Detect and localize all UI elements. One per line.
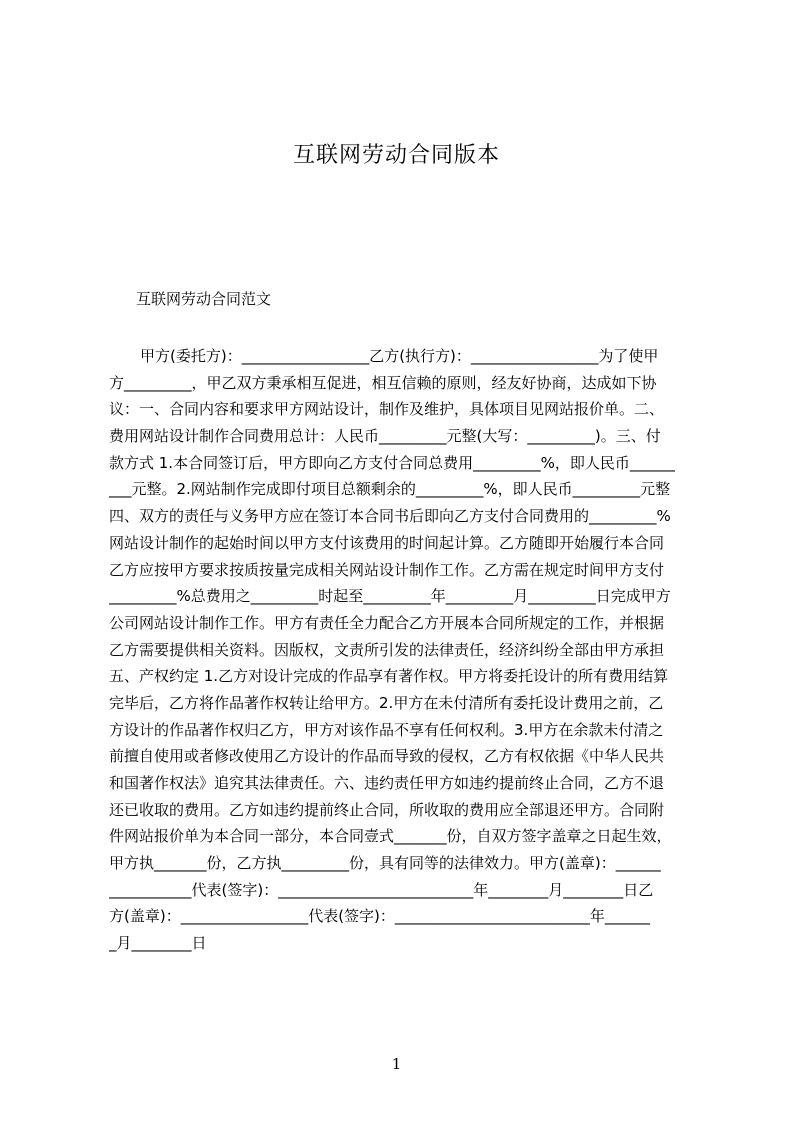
body-line: 前擅自使用或者修改使用乙方设计的作品而导致的侵权，乙方有权依据《中华人民共 bbox=[109, 747, 665, 766]
body-line: 五、产权约定 1.乙方对设计完成的作品享有著作权。甲方将委托设计的所有费用结算 bbox=[109, 667, 669, 686]
body-line: 甲方执_______份，乙方执_________份，具有同等的法律效力。甲方(盖章)：______ bbox=[109, 854, 661, 873]
body-line: 方(盖章)：_________________代表(签字)：__________________________年______ bbox=[109, 907, 650, 926]
document-title: 互联网劳动合同版本 bbox=[292, 143, 500, 168]
body-line: 四、双方的责任与义务甲方应在签订本合同书后即向乙方支付合同费用的_________% bbox=[109, 507, 671, 526]
body-line: 方_________，甲乙双方秉承相互促进，相互信赖的原则，经友好协商，达成如下协 bbox=[109, 373, 657, 392]
body-line: _月________日 bbox=[109, 934, 207, 953]
body-line: 和国著作权法》追究其法律责任。六、违约责任甲方如违约提前终止合同，乙方不退 bbox=[109, 774, 665, 792]
body-line: 完毕后，乙方将作品著作权转让给甲方。2.甲方在未付清所有委托设计费用之前，乙 bbox=[109, 693, 664, 712]
body-line: _________%总费用之_________时起至_________年_________月_________日完成甲方 bbox=[109, 587, 671, 606]
body-line: 乙方需要提供相关资料。因版权，文责所引发的法律责任，经济纠纷全部由甲方承担 bbox=[109, 640, 665, 659]
body-line: ___元整。2.网站制作完成即付项目总额剩余的_________%，即人民币_________元整 bbox=[109, 480, 671, 499]
body-line: 网站设计制作的起始时间以甲方支付该费用的时间起计算。乙方随即开始履行本合同 bbox=[109, 533, 665, 552]
document-subtitle: 互联网劳动合同范文 bbox=[136, 290, 272, 308]
body-line: 款方式 1.本合同签订后，甲方即向乙方支付合同总费用_________%，即人民币______ bbox=[109, 453, 675, 472]
body-line: 甲方(委托方)：_________________乙方(执行方)：_________________为了使甲 bbox=[140, 347, 659, 365]
body-line: 方设计的作品著作权归乙方，甲方对该作品不享有任何权利。3.甲方在余款未付清之 bbox=[109, 720, 664, 739]
body-line: 乙方应按甲方要求按质按量完成相关网站设计制作工作。乙方需在规定时间甲方支付 bbox=[109, 560, 665, 579]
body-line: 公司网站设计制作工作。甲方有责任全力配合乙方开展本合同所规定的工作，并根据 bbox=[109, 613, 665, 632]
page-number: 1 bbox=[391, 1055, 402, 1073]
body-line: 还已收取的费用。乙方如违约提前终止合同，所收取的费用应全部退还甲方。合同附 bbox=[109, 800, 665, 819]
contract-body bbox=[109, 343, 699, 957]
body-line: 费用网站设计制作合同费用总计：人民币_________元整(大写：_________)。三、付 bbox=[109, 427, 661, 446]
body-line: 件网站报价单为本合同一部分，本合同壹式_______份，自双方签字盖章之日起生效， bbox=[109, 827, 672, 846]
body-line: 议：一、合同内容和要求甲方网站设计，制作及维护，具体项目见网站报价单。二、 bbox=[109, 400, 665, 419]
body-line: ___________代表(签字)：__________________________年________月________日乙 bbox=[109, 880, 654, 899]
